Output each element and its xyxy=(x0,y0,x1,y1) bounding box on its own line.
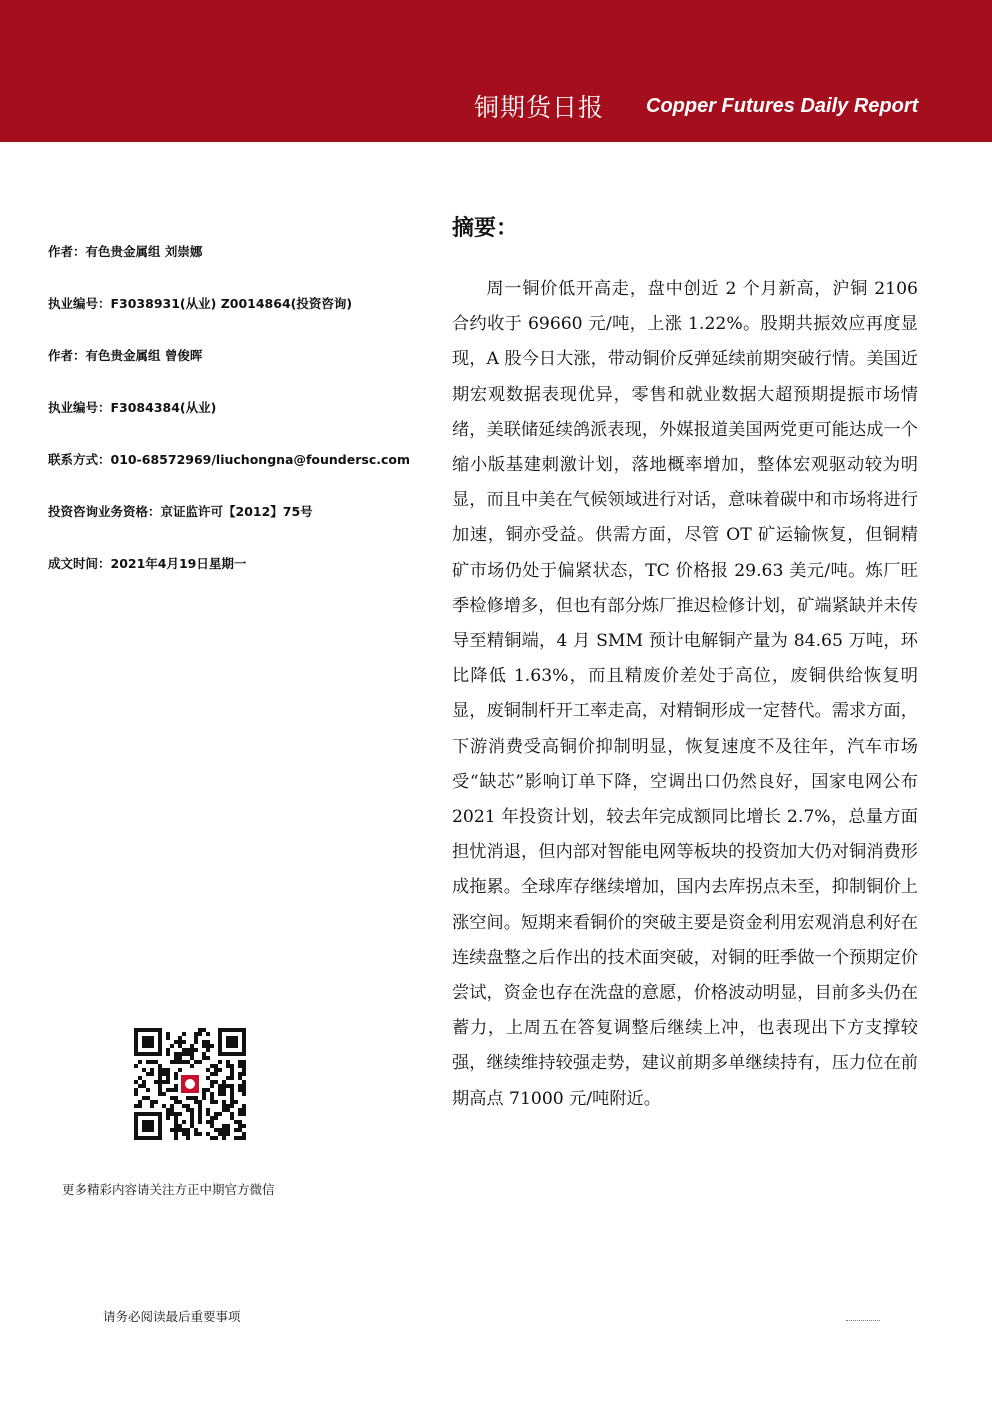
report-date: 成文时间：2021年4月19日星期一 xyxy=(48,556,247,571)
disclaimer-note: 请务必阅读最后重要事项 xyxy=(103,1309,241,1324)
license-number-1: 执业编号：F3038931(从业) Z0014864(投资咨询) xyxy=(48,296,353,311)
author-1: 作者：有色贵金属组 刘崇娜 xyxy=(48,244,203,259)
advisory-qualification: 投资咨询业务资格：京证监许可【2012】75号 xyxy=(48,504,313,519)
report-title-en: Copper Futures Daily Report xyxy=(646,95,919,117)
report-title-cn: 铜期货日报 xyxy=(474,93,605,122)
report-header xyxy=(0,0,992,142)
abstract-body: 周一铜价低开高走，盘中创近 2 个月新高，沪铜 2106 合约收于 69660 元/吨，上涨 1.22%。股期共振效应再度显现，A 股今日大涨，带动铜价反弹延续前期突破行情。美国近期宏观数据表现优异，零售和就业数据大超预期提振市场情绪，美联储延续鸽派表现，外媒报道美国两党更可能达成一个缩小版基建刺激计划，落地概率增加，整体宏观驱动较为明显，而且中美在气候领域进行对话，意味着碳中和市场将进行加速，铜亦受益。供需方面，尽管 OT 矿运输恢复，但铜精矿市场仍处于偏紧状态，TC 价格报 29.63 美元/吨。炼厂旺季检修增多，但也有部分炼厂推迟检修计划，矿端紧缺并未传导至精铜端，4 月 SMM 预计电解铜产量为 84.65 万吨，环比降低 1.63%，而且精废价差处于高位，废铜供给恢复明显，废铜制杆开工率走高，对精铜形成一定替代。需求方面，下游消费受高铜价抑制明显，恢复速度不及往年，汽车市场受“缺芯”影响订单下降，空调出口仍然良好，国家电网公布 2021 年投资计划，较去年完成额同比增长 2.7%，总量方面担忧消退，但内部对智能电网等板块的投资加大仍对铜消费形成拖累。全球库存继续增加，国内去库拐点未至，抑制铜价上涨空间。短期来看铜价的突破主要是资金利用宏观消息利好在连续盘整之后作出的技术面突破，对铜的旺季做一个预期定价尝试，资金也存在洗盘的意愿，价格波动明显，目前多头仍在蓄力，上周五在答复调整后继续上冲，也表现出下方支撑较强，继续维持较强走势，建议前期多单继续持有，压力位在前期高点 71000 元/吨附近。 xyxy=(452,279,918,1109)
author-info xyxy=(48,240,438,604)
abstract-title: 摘要： xyxy=(452,216,519,241)
contact-info: 联系方式：010-68572969/liuchongna@foundersc.com xyxy=(48,452,411,467)
author-2: 作者：有色贵金属组 曾俊晖 xyxy=(48,348,203,363)
license-number-2: 执业编号：F3084384(从业) xyxy=(48,400,217,415)
wechat-qr-code-icon xyxy=(134,1028,246,1140)
qr-caption: 更多精彩内容请关注方正中期官方微信 xyxy=(62,1182,275,1197)
page-corner-mark xyxy=(846,1306,880,1321)
